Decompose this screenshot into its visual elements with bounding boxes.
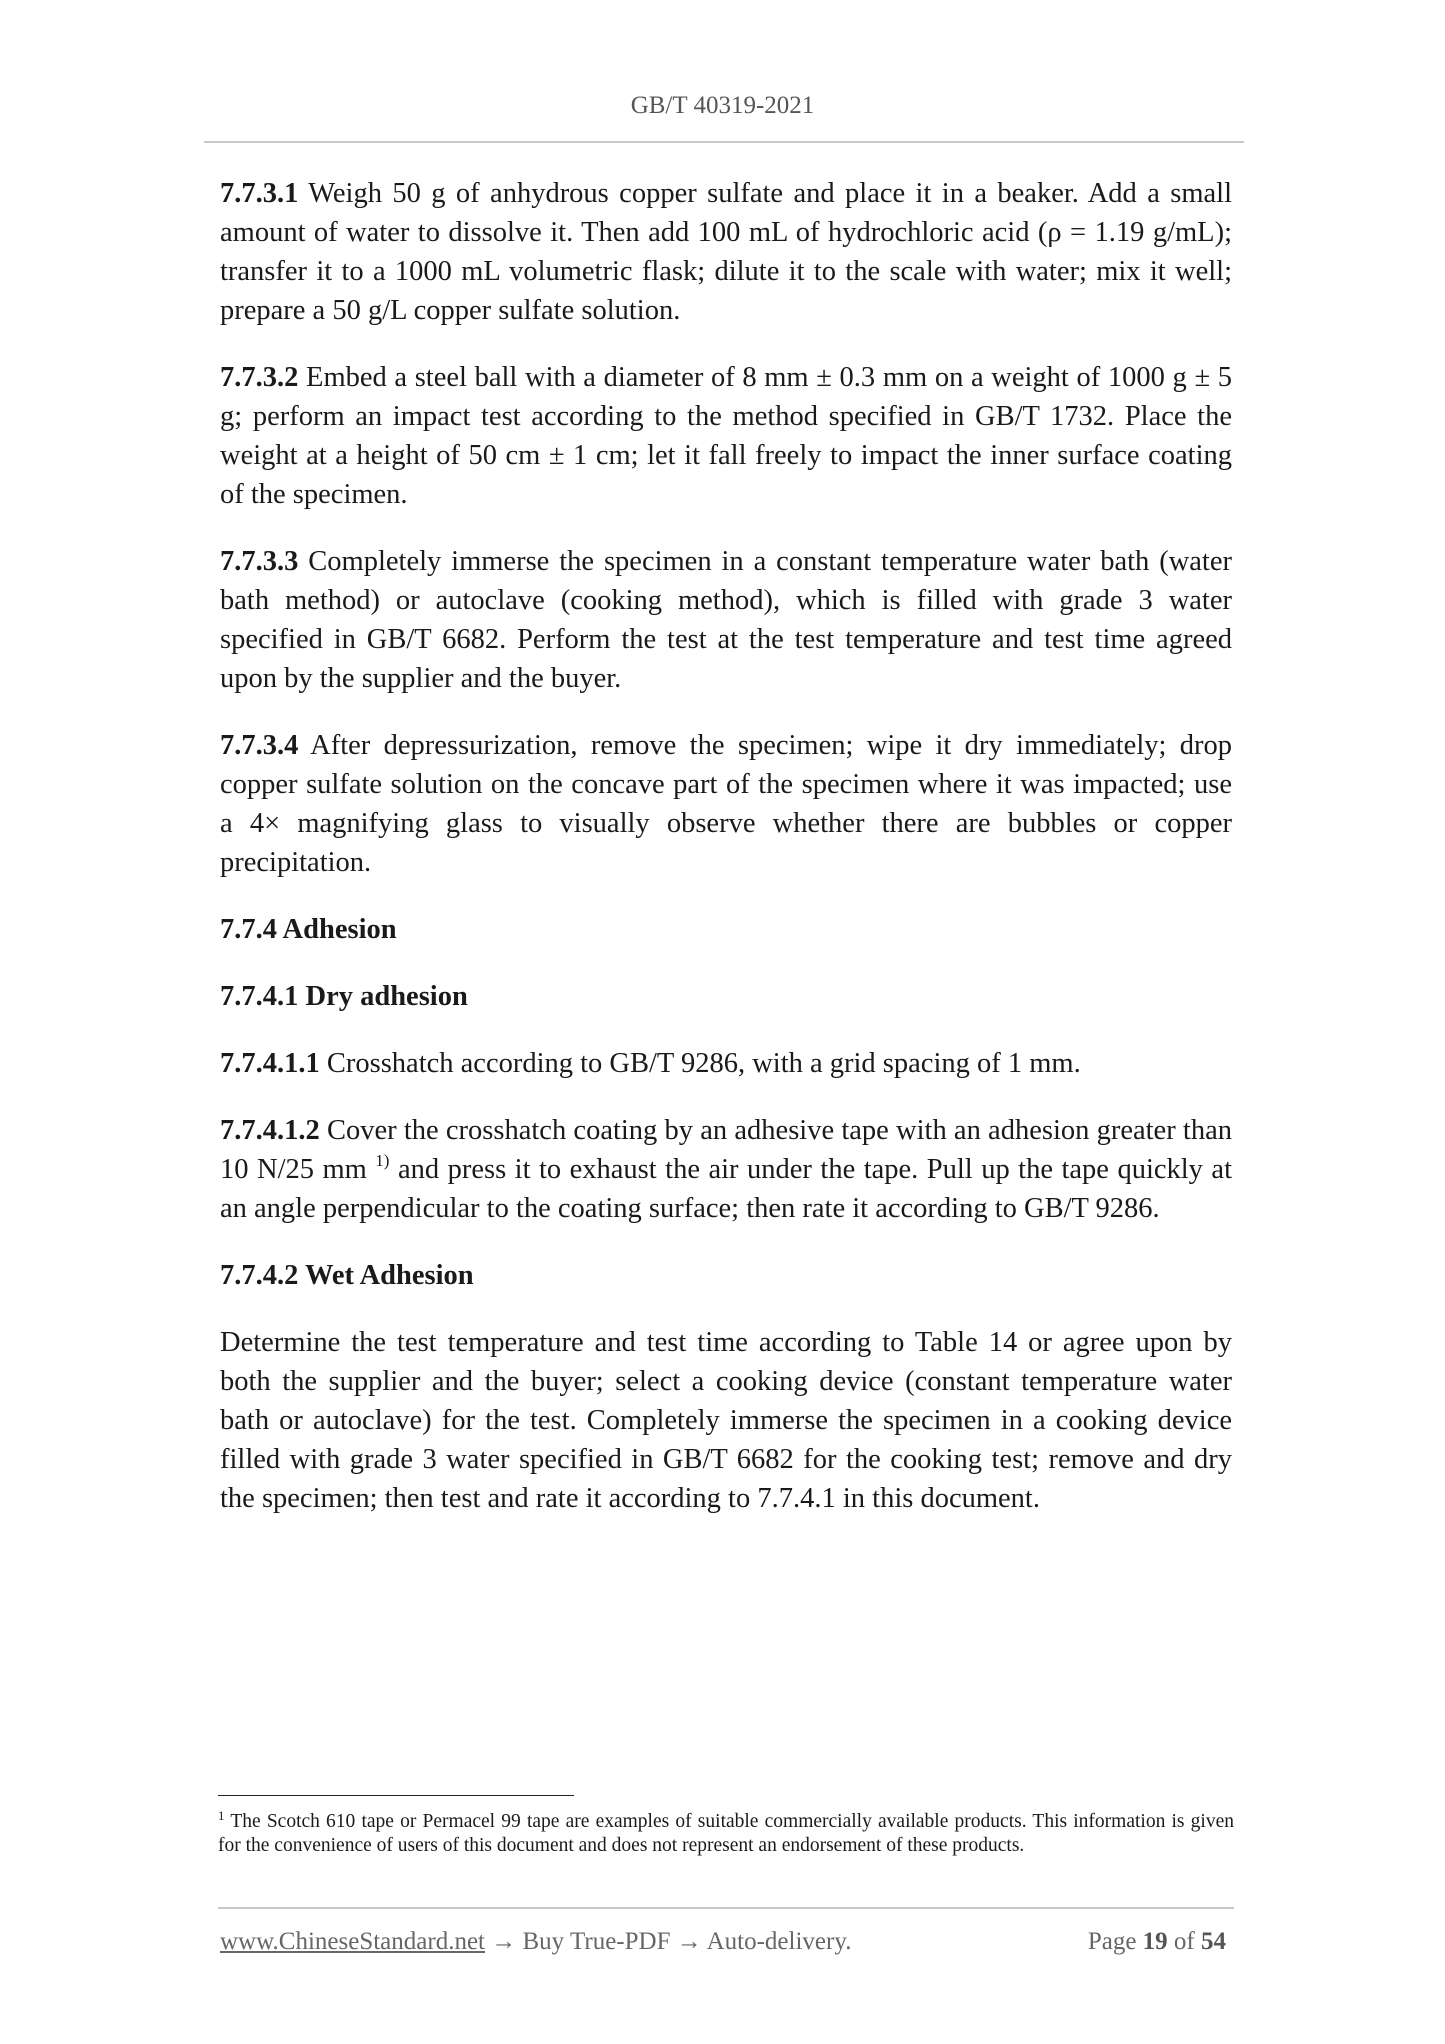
paragraph-wet-adhesion: Determine the test temperature and test time according to Table 14 or agree upon by both the supplier and the buyer; select a cooking device (constant temperature water bath or autoclave) for the test. Completely immerse the specimen in a cooking device filled with grade 3 water specified in GB/T 6682 for the cooking test; remove and dry the specimen; then test and rate it according to 7.7.4.1 in this document.: [220, 1327, 1232, 1514]
clause-number: 7.7.3.4: [220, 730, 299, 761]
footnote: [218, 1810, 1234, 1858]
clause-text: After depressurization, remove the specimen; wipe it dry immediately; drop copper sulfate solution on the concave part of the specimen where it was impacted; use a 4× magnifying glass to visually observe whether there are bubbles or copper precipitation.: [220, 730, 1232, 878]
footnote-text: The Scotch 610 tape or Permacel 99 tape are examples of suitable commercially available products. This information is given for the convenience of users of this document and does not represent an endorsement of these products.: [218, 1811, 1234, 1856]
of-label: of: [1167, 1928, 1201, 1955]
footer-divider: [218, 1907, 1234, 1909]
page-footer: [220, 1928, 1232, 1956]
clause-number: 7.7.4.1.1: [220, 1048, 320, 1079]
clause-number: 7.7.4.1.2: [220, 1115, 320, 1146]
footnote-divider: [218, 1795, 574, 1796]
paragraph-7-7-4-1-2: [220, 1111, 1232, 1228]
clause-text: Embed a steel ball with a diameter of 8 mm ± 0.3 mm on a weight of 1000 g ± 5 g; perform an impact test according to the method specified in GB/T 1732. Place the weight at a height of 50 cm ± 1 cm; let it fall freely to impact the inner surface coating of the specimen.: [220, 362, 1232, 510]
paragraph-7-7-3-3: [220, 542, 1232, 698]
clause-number: 7.7.3.1: [220, 178, 299, 209]
paragraph-7-7-3-4: [220, 726, 1232, 882]
footnote-mark: 1: [218, 1808, 225, 1823]
website-link[interactable]: www.ChineseStandard.net: [220, 1928, 485, 1955]
heading-wet-adhesion: 7.7.4.2 Wet Adhesion: [220, 1260, 474, 1291]
page-content: [220, 174, 1232, 1546]
page-label: Page: [1087, 1928, 1143, 1955]
paragraph-7-7-3-1: [220, 174, 1232, 330]
page-total: 54: [1201, 1928, 1226, 1955]
clause-text: Weigh 50 g of anhydrous copper sulfate and place it in a beaker. Add a small amount of water to dissolve it. Then add 100 mL of hydrochloric acid (ρ = 1.19 g/mL); transfer it to a 1000 mL volumetric flask; dilute it to the scale with water; mix it well; prepare a 50 g/L copper sulfate solution.: [220, 178, 1232, 326]
footnote-reference: 1): [375, 1151, 390, 1170]
document-id-header: GB/T 40319-2021: [630, 92, 815, 119]
page-indicator: [1088, 1928, 1226, 1956]
clause-number: 7.7.3.3: [220, 546, 299, 577]
heading-dry-adhesion: 7.7.4.1 Dry adhesion: [220, 981, 468, 1012]
clause-number: 7.7.3.2: [220, 362, 299, 393]
clause-text-continued: and press it to exhaust the air under the tape. Pull up the tape quickly at an angle perpendicular to the coating surface; then rate it according to GB/T 9286.: [220, 1154, 1232, 1224]
footer-promo-text: → Buy True-PDF → Auto-delivery.: [485, 1928, 852, 1955]
paragraph-7-7-3-2: [220, 358, 1232, 514]
clause-text: Crosshatch according to GB/T 9286, with a grid spacing of 1 mm.: [319, 1048, 1081, 1079]
heading-adhesion: 7.7.4 Adhesion: [220, 914, 397, 945]
clause-text: Cover the crosshatch coating by an adhesive tape with an adhesion greater than 10 N/25 mm: [220, 1115, 1232, 1185]
paragraph-7-7-4-1-1: [220, 1044, 1232, 1083]
clause-text: Completely immerse the specimen in a constant temperature water bath (water bath method) or autoclave (cooking method), which is filled with grade 3 water specified in GB/T 6682. Perform the test at the test temperature and test time agreed upon by the supplier and the buyer.: [220, 546, 1232, 694]
page-number: 19: [1142, 1928, 1168, 1955]
header-divider: [204, 141, 1244, 143]
